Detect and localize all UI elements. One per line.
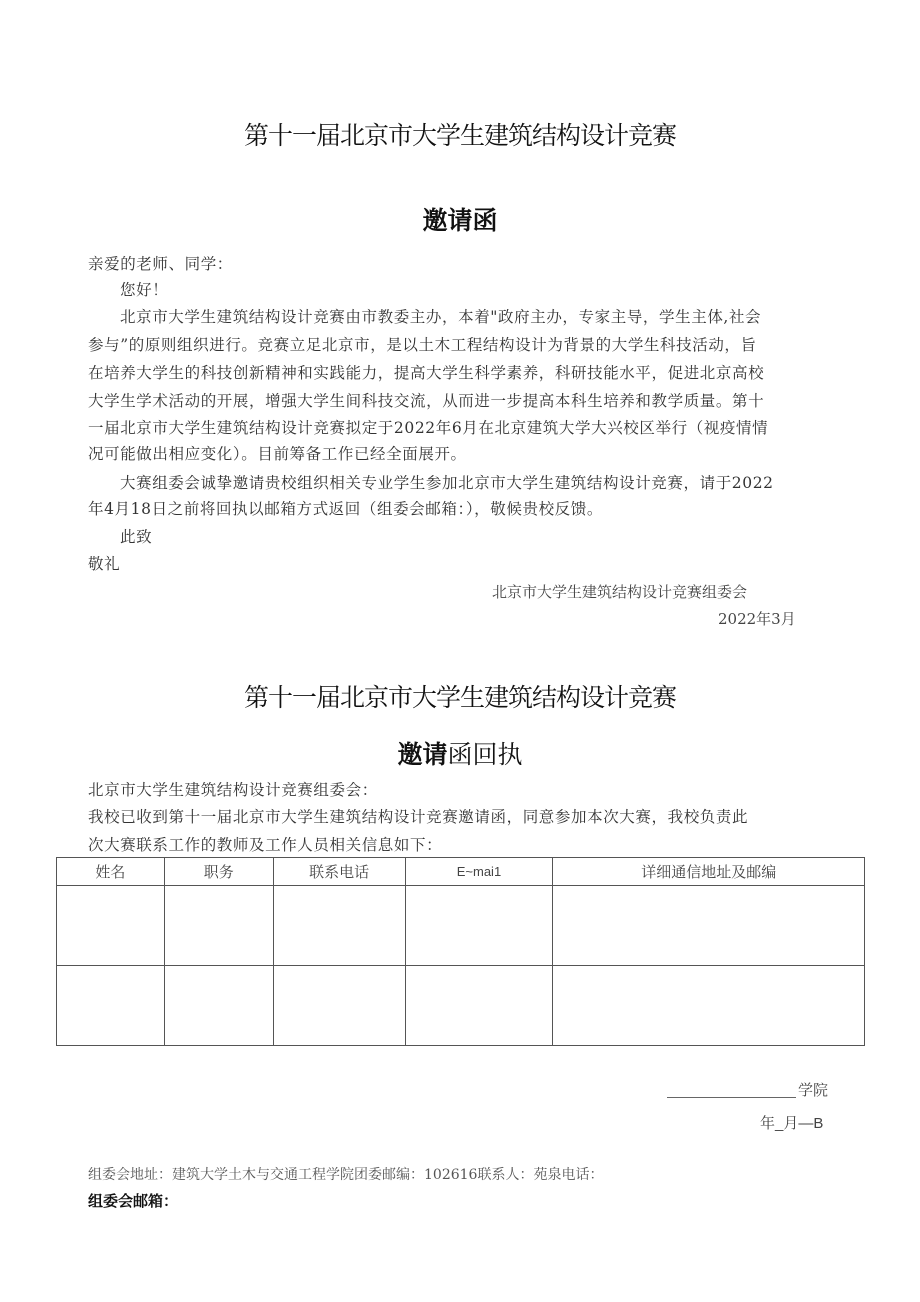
contact-table (56, 857, 865, 1046)
body-line: 况可能做出相应变化）。目前筹备工作已经全面展开。 (88, 445, 467, 463)
header-phone: 联系电话 (273, 858, 405, 886)
header-position: 职务 (164, 858, 273, 886)
table-cell[interactable] (553, 966, 865, 1046)
body-line: 一届北京市大学生建筑结构设计竞赛拟定于2022年6月在北京建筑大学大兴校区举行（视疫情情 (88, 419, 769, 437)
table-cell[interactable] (57, 966, 165, 1046)
body-line: 在培养大学生的科技创新精神和实践能力，提高大学生科学素养，科研技能水平，促进北京高校 (88, 364, 765, 382)
salutation: 亲爱的老师、同学： (88, 255, 233, 273)
reply-subtitle-bold: 邀请 (397, 740, 448, 769)
invitation-subtitle: 邀请函 (422, 206, 498, 235)
signature: 北京市大学生建筑结构设计竞赛组委会 (492, 583, 748, 601)
table-cell[interactable] (273, 886, 405, 966)
reply-text-line: 次大赛联系工作的教师及工作人员相关信息如下： (88, 836, 443, 854)
footer-address: 组委会地址：建筑大学土木与交通工程学院团委邮编：102616联系人：苑泉电话： (88, 1167, 604, 1183)
closing-2: 敬礼 (88, 555, 121, 573)
header-name: 姓名 (57, 858, 165, 886)
reply-subtitle (0, 735, 920, 771)
body-line: 北京市大学生建筑结构设计竞赛由市教委主办，本着"政府主办，专家主导，学生主体,社会 (120, 308, 762, 326)
reply-date: 年_月—B (760, 1115, 824, 1132)
table-header-row (57, 858, 865, 886)
body-line: 大学生学术活动的开展，增强大学生间科技交流，从而进一步提高本科生培养和教学质量。第十 (88, 392, 765, 410)
reply-addressee: 北京市大学生建筑结构设计竞赛组委会： (88, 781, 378, 799)
body-line: 大赛组委会诚挚邀请贵校组织相关专业学生参加北京市大学生建筑结构设计竞赛，请于2022 (120, 474, 774, 492)
footer-email-label: 组委会邮箱： (88, 1192, 179, 1210)
invitation-title: 第十一届北京市大学生建筑结构设计竞赛 (243, 121, 676, 150)
reply-subtitle-rest: 函回执 (447, 740, 523, 769)
college-label: 学院 (798, 1081, 829, 1099)
table-row (57, 886, 865, 966)
header-email: E~mai1 (405, 858, 553, 886)
table-cell[interactable] (57, 886, 165, 966)
reply-text-line: 我校已收到第十一届北京市大学生建筑结构设计竞赛邀请函，同意参加本次大赛，我校负责此 (88, 808, 749, 826)
reply-title: 第十一届北京市大学生建筑结构设计竞赛 (243, 683, 676, 712)
body-line: 参与”的原则组织进行。竞赛立足北京市，是以土木工程结构设计为背景的大学生科技活动，旨 (88, 336, 757, 354)
table-cell[interactable] (553, 886, 865, 966)
table-row (57, 966, 865, 1046)
closing-1: 此致 (120, 528, 153, 546)
greeting: 您好！ (120, 281, 169, 299)
table-cell[interactable] (405, 886, 553, 966)
table-cell[interactable] (164, 886, 273, 966)
table-cell[interactable] (273, 966, 405, 1046)
table-cell[interactable] (405, 966, 553, 1046)
table-cell[interactable] (164, 966, 273, 1046)
body-line: 年4月18日之前将回执以邮箱方式返回（组委会邮箱：），敬候贵校反馈。 (88, 500, 603, 518)
header-address: 详细通信地址及邮编 (553, 858, 865, 886)
college-blank[interactable] (667, 1097, 796, 1098)
invitation-date: 2022年3月 (718, 610, 796, 628)
